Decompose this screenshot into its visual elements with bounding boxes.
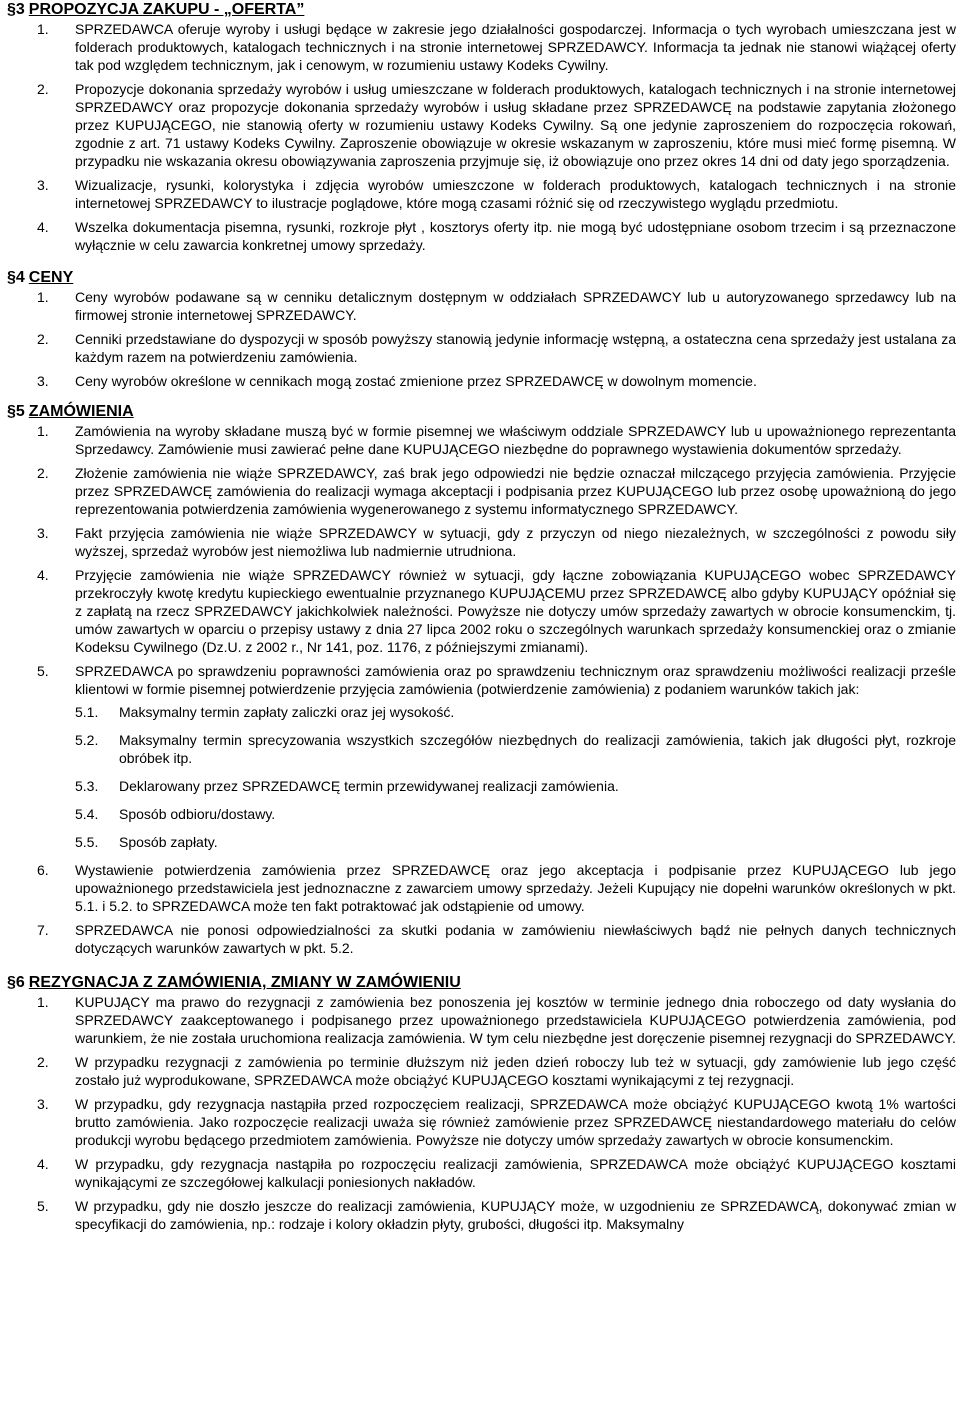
section-heading (7, 402, 956, 422)
sub-clause-text: Sposób odbioru/dostawy. (119, 806, 276, 822)
clause-number: 2. (37, 1054, 49, 1070)
sub-clause-number: 5.2. (75, 732, 99, 748)
clause-text: Ceny wyrobów określone w cennikach mogą zostać zmienione przez SPRZEDAWCĘ w dowolnym momencie. (75, 373, 757, 389)
clause-item (7, 993, 956, 1047)
clause-number: 6. (37, 862, 49, 878)
sub-clause (75, 731, 956, 767)
section-title: CENY (28, 269, 74, 286)
section (7, 268, 956, 390)
sub-clause-text: Maksymalny termin zapłaty zaliczki oraz jej wysokość. (119, 704, 455, 720)
clause-number: 1. (37, 21, 49, 37)
document-page (7, 0, 956, 1233)
clause-item (7, 1197, 956, 1233)
clause-number: 1. (37, 289, 49, 305)
sub-clause-number: 5.1. (75, 704, 99, 720)
clause-number: 1. (37, 994, 49, 1010)
clause-item (7, 330, 956, 366)
clause-number: 2. (37, 331, 49, 347)
clause-text: W przypadku rezygnacji z zamówienia po terminie dłuższym niż jeden dzień roboczy lub też w sytuacji, gdy zamówienie lub jego część zostało już wyprodukowane, SPRZEDAWCA może obciążyć KUPUJĄCEGO kosztami wynikającymi z tej rezygnacji. (75, 1054, 956, 1088)
section-number: §5 (7, 403, 25, 420)
clause-number: 4. (37, 1156, 49, 1172)
sub-clause (75, 777, 956, 795)
clause-text: Wizualizacje, rysunki, kolorystyka i zdjęcia wyrobów umieszczone w folderach produktowych, katalogach technicznych i na stronie internetowej SPRZEDAWCY to ilustracje poglądowe, które mogą czasami różnić się od rzeczywistego wyglądu przedmiotu. (75, 177, 956, 211)
section-number: §6 (7, 974, 25, 991)
section-heading (7, 973, 956, 993)
clause-text: KUPUJĄCY ma prawo do rezygnacji z zamówienia bez ponoszenia jej kosztów w terminie jednego dnia roboczego od daty wysłania do SPRZEDAWCY zaakceptowanego i podpisanego przez upoważnionego przedstawiciela KUPUJĄCEGO potwierdzenia zamówienia, pod warunkiem, że nie została uruchomiona realizacja zamówienia. W tym celu niezbędne jest doręczenie pisemnej rezygnacji do SPRZEDAWCY. (75, 994, 956, 1046)
clause-number: 3. (37, 177, 49, 193)
clause-list (7, 422, 956, 957)
clause-text: Wszelka dokumentacja pisemna, rysunki, rozkroje płyt , kosztorys oferty itp. nie mogą być udostępniane osobom trzecim i są przeznaczone wyłącznie w celu zawarcia konkretnej umowy sprzedaży. (75, 219, 956, 253)
clause-number: 3. (37, 1096, 49, 1112)
clause-number: 1. (37, 423, 49, 439)
clause-number: 3. (37, 525, 49, 541)
clause-number: 7. (37, 922, 49, 938)
section (7, 973, 956, 1233)
clause-list (7, 288, 956, 390)
clause-text: Fakt przyjęcia zamówienia nie wiąże SPRZEDAWCY w sytuacji, gdy z przyczyn od niego niezależnych, w szczególności z powodu siły wyższej, sprzedaż wyrobów jest niemożliwa lub nadmiernie utrudniona. (75, 525, 956, 559)
clause-number: 2. (37, 81, 49, 97)
clause-item (7, 662, 956, 851)
clause-text: Wystawienie potwierdzenia zamówienia przez SPRZEDAWCĘ oraz jego akceptacja i podpisanie przez KUPUJĄCEGO lub jego upoważnionego przedstawiciela jest jednoznaczne z zawarciem umowy sprzedaży. Jeżeli Kupujący nie dopełni warunków określonych w pkt. 5.1. i 5.2. to SPRZEDAWCA może ten fakt potraktować jak odstąpienie od umowy. (75, 862, 956, 914)
clause-item (7, 524, 956, 560)
clause-item (7, 861, 956, 915)
clause-item (7, 1095, 956, 1149)
clause-number: 5. (37, 663, 49, 679)
clause-item (7, 1053, 956, 1089)
clause-text: Przyjęcie zamówienia nie wiąże SPRZEDAWCY również w sytuacji, gdy łączne zobowiązania KUPUJĄCEGO wobec SPRZEDAWCY przekroczyły kwotę kredytu kupieckiego ewentualnie przyznanego KUPUJĄCEMU przez SPRZEDAWCĘ albo gdyby KUPUJĄCY opóźniał się z zapłatą na rzecz SPRZEDAWCY jakichkolwiek należności. Powyższe nie dotyczy umów sprzedaży zawartych w obrocie konsumenckim, tj. umów zawartych w oparciu o przepisy ustawy z dnia 27 lipca 2002 roku o szczególnych warunkach sprzedaży konsumenckiej oraz o zmianie Kodeksu Cywilnego (Dz.U. z 2002 r., Nr 141, poz. 1176, z późniejszymi zmianami). (75, 567, 956, 655)
clause-text: SPRZEDAWCA nie ponosi odpowiedzialności za skutki podania w zamówieniu niewłaściwych bądź nie pełnych danych technicznych dotyczących warunków zawartych w pkt. 5.2. (75, 922, 956, 956)
sub-clause-number: 5.5. (75, 834, 99, 850)
sub-clause (75, 703, 956, 721)
clause-item (7, 422, 956, 458)
sub-clause-number: 5.3. (75, 778, 99, 794)
section-heading (7, 0, 956, 20)
sub-clause-number: 5.4. (75, 806, 99, 822)
section-title: PROPOZYCJA ZAKUPU - „OFERTA” (28, 1, 305, 18)
sub-clause-text: Deklarowany przez SPRZEDAWCĘ termin przewidywanej realizacji zamówienia. (119, 778, 619, 794)
clause-text: Złożenie zamówienia nie wiąże SPRZEDAWCY, zaś brak jego odpowiedzi nie będzie oznaczał milczącego przyjęcia zamówienia. Przyjęcie przez SPRZEDAWCĘ zamówienia do realizacji wymaga akceptacji i podpisania przez KUPUJĄCEGO lub przez osobę upoważnioną do jego reprezentowania potwierdzenia zamówienia wygenerowanego z systemu informatycznego SPRZEDAWCY. (75, 465, 956, 517)
clause-number: 5. (37, 1198, 49, 1214)
clause-item (7, 566, 956, 656)
clause-item (7, 921, 956, 957)
clause-item (7, 20, 956, 74)
clause-item (7, 176, 956, 212)
section-heading (7, 268, 956, 288)
clause-item (7, 80, 956, 170)
sub-clause-text: Sposób zapłaty. (119, 834, 218, 850)
clause-text: W przypadku, gdy rezygnacja nastąpiła przed rozpoczęciem realizacji, SPRZEDAWCA może obciążyć KUPUJĄCEGO kwotą 1% wartości brutto zamówienia. Jako rozpoczęcie realizacji uważa się również zamówienie przez SPRZEDAWCĘ niestandardowego materiału do celów produkcji wyrobu będącego przedmiotem zamówienia. Powyższe nie dotyczy umów sprzedaży zawartych w obrocie konsumenckim. (75, 1096, 956, 1148)
section-title: ZAMÓWIENIA (28, 403, 134, 420)
clause-number: 4. (37, 567, 49, 583)
clause-text: W przypadku, gdy rezygnacja nastąpiła po rozpoczęciu realizacji zamówienia, SPRZEDAWCA może obciążyć KUPUJĄCEGO kosztami wynikającymi ze szczegółowej kalkulacji poniesionych nakładów. (75, 1156, 956, 1190)
clause-number: 4. (37, 219, 49, 235)
sub-clause (75, 833, 956, 851)
clause-text: W przypadku, gdy nie doszło jeszcze do realizacji zamówienia, KUPUJĄCY może, w uzgodnieniu ze SPRZEDAWCĄ, dokonywać zmian w specyfikacji do zamówienia, np.: rodzaje i kolory okładzin płyty, grubości, długości itp. Maksymalny (75, 1198, 956, 1232)
clause-item (7, 372, 956, 390)
sub-clause (75, 805, 956, 823)
section-number: §3 (7, 1, 25, 18)
clause-item (7, 218, 956, 254)
clause-item (7, 288, 956, 324)
clause-item (7, 1155, 956, 1191)
section (7, 0, 956, 254)
sub-clause-text: Maksymalny termin sprecyzowania wszystkich szczegółów niezbędnych do realizacji zamówienia, takich jak długości płyt, rozkroje obróbek itp. (119, 732, 956, 766)
clause-number: 2. (37, 465, 49, 481)
clause-text: SPRZEDAWCA oferuje wyroby i usługi będące w zakresie jego działalności gospodarczej. Informacja o tych wyrobach umieszczana jest w folderach produktowych, katalogach technicznych i na stronie internetowej SPRZEDAWCY. Informacja ta jednak nie stanowi wiążącej oferty tak pod względem technicznym, jak i cenowym, w rozumieniu ustawy Kodeks Cywilny. (75, 21, 956, 73)
clause-text: SPRZEDAWCA po sprawdzeniu poprawności zamówienia oraz po sprawdzeniu technicznym oraz sprawdzeniu możliwości realizacji prześle klientowi w formie pisemnej potwierdzenie przyjęcia zamówienia (potwierdzenie zamówienia) z podaniem warunków takich jak: (75, 663, 956, 697)
clause-item (7, 464, 956, 518)
section-number: §4 (7, 269, 25, 286)
clause-text: Cenniki przedstawiane do dyspozycji w sposób powyższy stanowią jedynie informację wstępną, a ostateczna cena sprzedaży jest ustalana za każdym razem na potwierdzeniu zamówienia. (75, 331, 956, 365)
clause-list (7, 993, 956, 1233)
clause-text: Ceny wyrobów podawane są w cenniku detalicznym dostępnym w oddziałach SPRZEDAWCY lub u autoryzowanego sprzedawcy lub na firmowej stronie internetowej SPRZEDAWCY. (75, 289, 956, 323)
section (7, 402, 956, 957)
clause-number: 3. (37, 373, 49, 389)
clause-text: Propozycje dokonania sprzedaży wyrobów i usług umieszczane w folderach produktowych, katalogach technicznych i na stronie internetowej SPRZEDAWCY oraz propozycje dokonania sprzedaży wyrobów i usług składane przez SPRZEDAWCĘ na podstawie zapytania złożonego przez KUPUJĄCEGO, nie stanowią oferty w rozumieniu ustawy Kodeks Cywilny. Są one jedynie zaproszeniem do rozpoczęcia rokowań, zgodnie z art. 71 ustawy Kodeks Cywilny. Zaproszenie obowiązuje w okresie wskazanym w zaproszeniu, które musi mieć formę pisemną. W przypadku nie wskazania okresu obowiązywania zaproszenia przyjmuje się, iż obowiązuje ono przez okres 14 dni od daty jego sporządzenia. (75, 81, 956, 169)
clause-list (7, 20, 956, 254)
clause-text: Zamówienia na wyroby składane muszą być w formie pisemnej we właściwym oddziale SPRZEDAWCY lub u upoważnionego reprezentanta Sprzedawcy. Zamówienie musi zawierać pełne dane KUPUJĄCEGO niezbędne do poprawnego wystawienia dokumentów sprzedaży. (75, 423, 956, 457)
section-title: REZYGNACJA Z ZAMÓWIENIA, ZMIANY W ZAMÓWIENIU (28, 974, 461, 991)
